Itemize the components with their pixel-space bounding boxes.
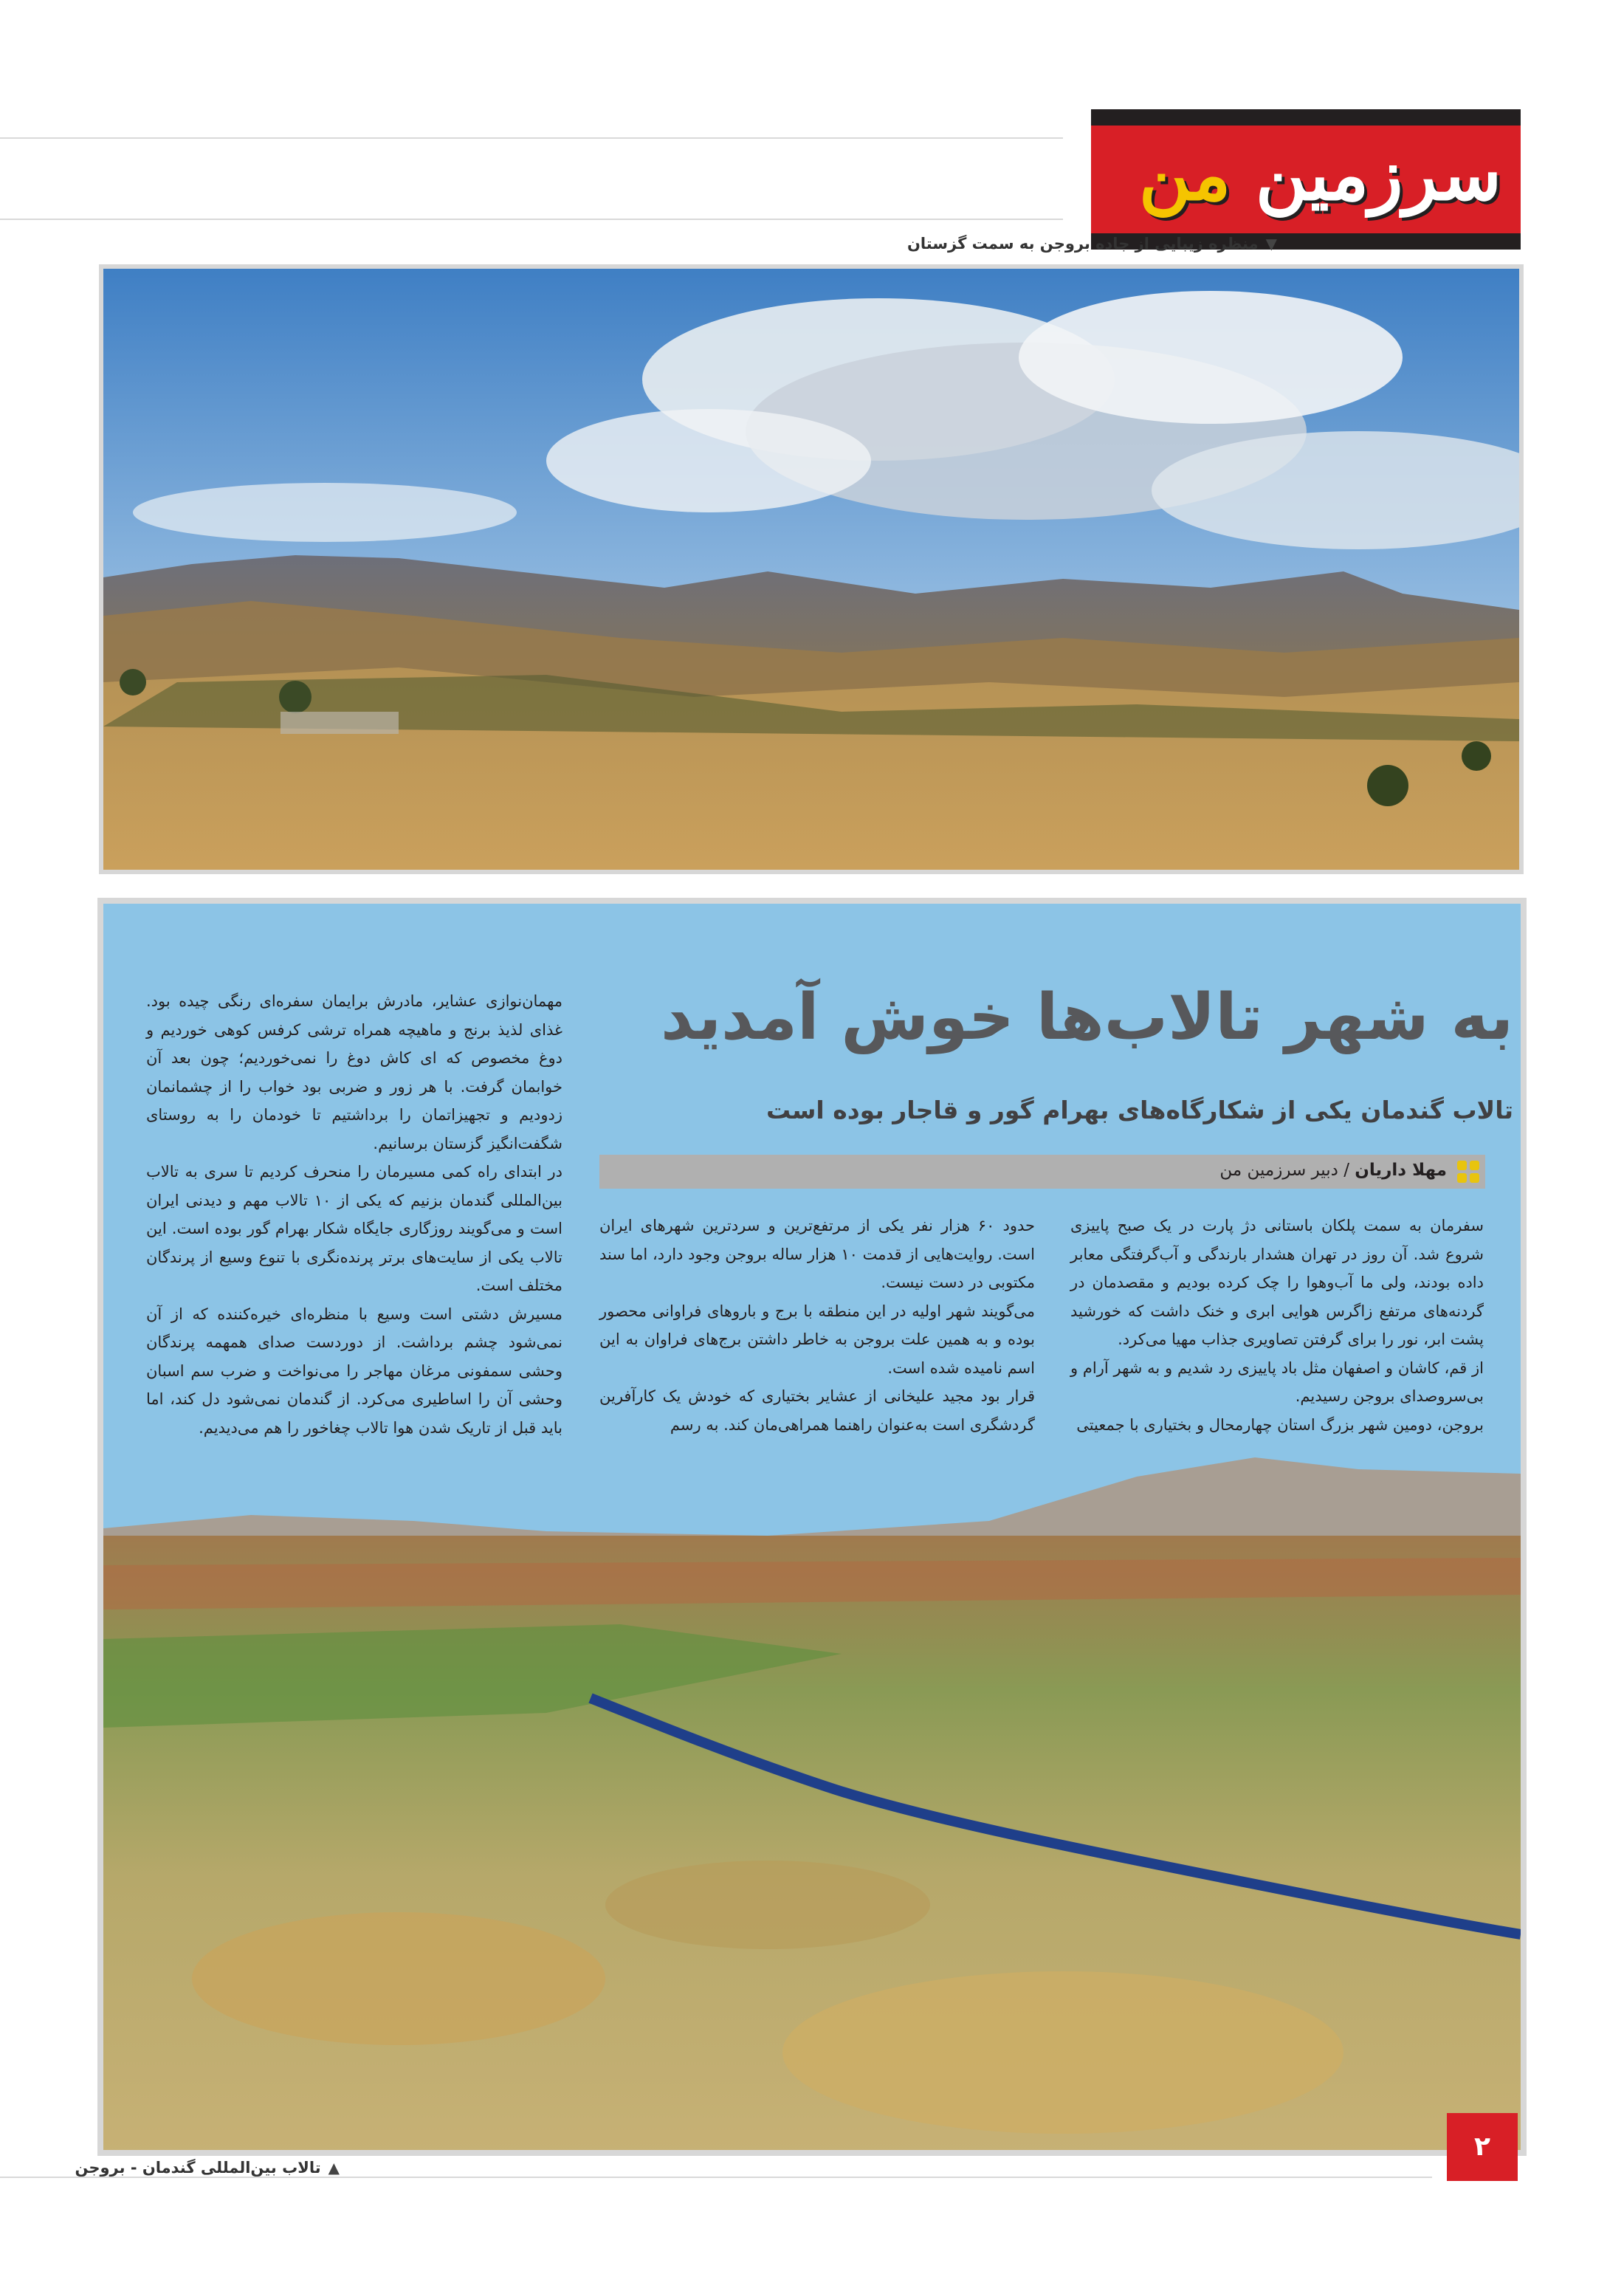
paragraph: قرار بود مجید علیخانی از عشایر بختیاری که خودش یک کارآفرین گردشگری است به‌عنوان راهنما همراهی‌مان کند. به رسم bbox=[599, 1387, 1035, 1434]
logo-wordmark: سرزمین من bbox=[1138, 133, 1501, 216]
footer-rule bbox=[0, 2177, 1432, 2178]
top-photo bbox=[99, 264, 1524, 874]
author-credit bbox=[1219, 1161, 1447, 1180]
mountain-landscape-image bbox=[103, 269, 1519, 870]
triangle-up-icon: ▲ bbox=[328, 2159, 340, 2177]
author-name: مهلا داریان bbox=[1355, 1161, 1447, 1180]
wetland-landscape-image bbox=[103, 1447, 1521, 2156]
paragraph: از قم، کاشان و اصفهان مثل باد پاییزی رد شدیم و به شهر آرام و بی‌سروصدای بروجن رسیدیم. bbox=[1070, 1358, 1484, 1405]
page-number: ۲ bbox=[1447, 2113, 1518, 2181]
triangle-down-icon: ▼ bbox=[1265, 235, 1277, 253]
paragraph: حدود ۶۰ هزار نفر یکی از مرتفع‌ترین و سردترین شهرهای ایران است. روایت‌هایی از قدمت ۱۰ هزار ساله بروجن وجود دارد، اما سند مکتوبی در دست نیست. bbox=[599, 1217, 1035, 1291]
header-rule-top bbox=[0, 137, 1063, 139]
article-column-middle bbox=[599, 1212, 1035, 1439]
bottom-photo-caption: ▲تالاب بین‌المللی گندمان - بروجن bbox=[75, 2159, 340, 2177]
paragraph: سفرمان به سمت پلکان باستانی دژ پارت در یک صبح پاییزی شروع شد. آن روز در تهران هشدار بارندگی و آب‌گرفتگی معابر داده بودند، ولی ما آب‌وهوا را چک کرده بودیم و مقصدمان در گردنه‌های مرتفع زاگرس هوایی ابری و خنک داشت که خورشید پشت ابر، نور را برای گرفتن تصاویری جذاب مهیا می‌کرد. bbox=[1070, 1217, 1484, 1348]
article-subtitle: تالاب گندمان یکی از شکارگاه‌های بهرام گور و قاجار بوده است bbox=[766, 1096, 1513, 1124]
article-column-left bbox=[146, 987, 562, 1442]
author-role: / دبیر سرزمین من bbox=[1219, 1161, 1349, 1180]
author-bar bbox=[599, 1155, 1485, 1189]
magazine-logo[interactable] bbox=[1091, 109, 1521, 250]
article-title: به شهر تالاب‌ها خوش آمدید bbox=[661, 980, 1513, 1054]
paragraph: مسیرش دشتی است وسیع با منظره‌ای خیره‌کننده که از آن نمی‌شود چشم برداشت. از دوردست صدای همهمه پرندگان وحشی سمفونی مرغان مهاجر را می‌نواخت و ضرب سم اسبان وحشی آن را اساطیری می‌کرد. از گندمان نمی‌شود دل کند، اما باید قبل از تاریک شدن هوا تالاب چغاخور را هم می‌دیدیم. bbox=[146, 1305, 562, 1437]
grid-squares-icon bbox=[1457, 1161, 1479, 1183]
paragraph: می‌گویند شهر اولیه در این منطقه با برج و باروهای فراوانی محصور بوده و به همین علت بروجن به خاطر داشتن برج‌های فراوان به این اسم نامیده شده است. bbox=[599, 1302, 1035, 1377]
paragraph: مهمان‌نوازی عشایر، مادرش برایمان سفره‌ای رنگی چیده بود. غذای لذیذ برنج و ماهیچه همراه ترشی کرفس کوهی خوردیم و دوغ مخصوص که ای کاش دوغ را نمی‌خوردیم؛ چون بعد آن خوابمان گرفت. با هر زور و ضربی بود خواب را از چشمانمان زدودیم و تجهیزاتمان را برداشتیم تا خودمان را به روستای شگفت‌انگیز گزستان برسانیم. bbox=[146, 992, 562, 1153]
header-rule-bottom bbox=[0, 219, 1063, 220]
top-photo-caption: ▼منظره زیبایی از جاده بروجن به سمت گزستان bbox=[906, 235, 1277, 253]
paragraph: در ابتدای راه کمی مسیرمان را منحرف کردیم تا سری به تالاب بین‌المللی گندمان بزنیم که یکی از ۱۰ تالاب مهم و دیدنی ایران است و می‌گویند روزگاری جایگاه شکار بهرام گور بوده است. این تالاب یکی از سایت‌های برتر پرنده‌نگری با تنوع وسیع از پرندگان مختلف است. bbox=[146, 1163, 562, 1294]
article-column-right bbox=[1070, 1212, 1484, 1439]
paragraph: بروجن، دومین شهر بزرگ استان چهارمحال و بختیاری با جمعیتی bbox=[1076, 1415, 1484, 1434]
